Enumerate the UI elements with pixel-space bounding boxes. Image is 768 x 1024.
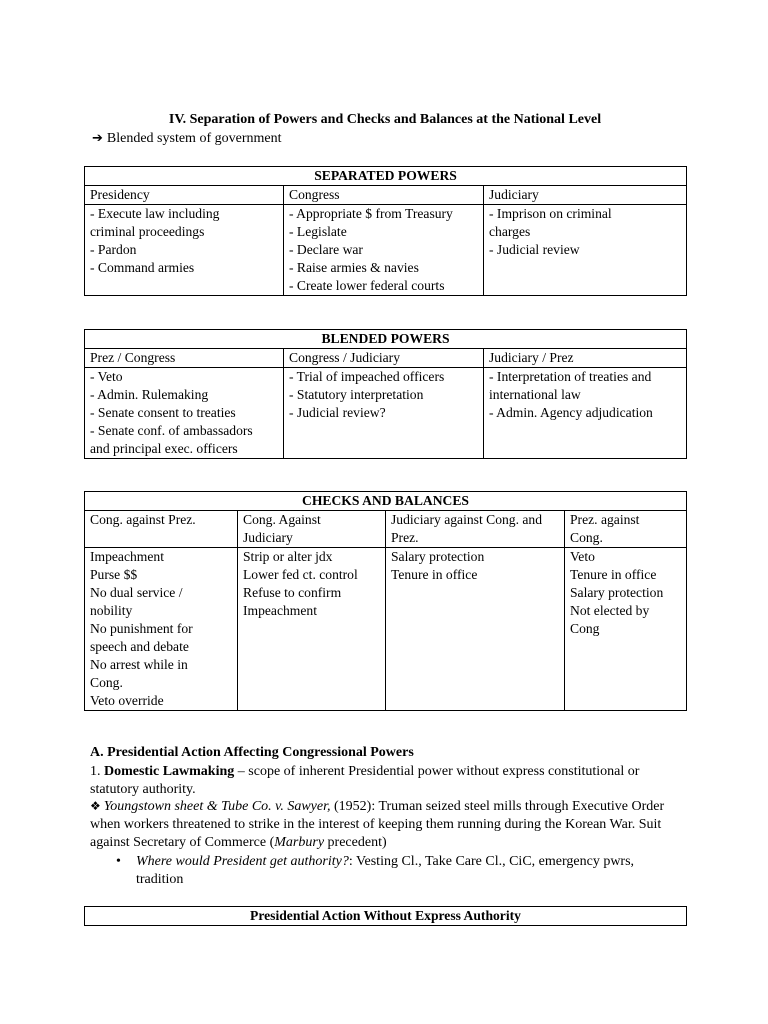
paragraph-text: – scope of inherent Presidential power without express constitutional or statutory authority. (90, 764, 640, 797)
cell-line: Strip or alter jdx (243, 549, 333, 564)
blended-system-line (92, 130, 281, 148)
header-line: Cong. (570, 530, 603, 545)
cell-line: Impeachment (243, 603, 317, 618)
bullet-text (136, 853, 681, 889)
column-header: Judiciary (484, 186, 687, 205)
checks-and-balances-table (84, 491, 687, 711)
header-line: Prez. against (570, 512, 640, 527)
case-reference: Marbury (274, 835, 325, 850)
cell-line: - Judicial review? (289, 405, 386, 420)
cell-line: - Raise armies & navies (289, 260, 419, 275)
cell-line: - Declare war (289, 242, 363, 257)
header-line: Prez. (391, 530, 419, 545)
table-cell (238, 548, 386, 711)
separated-powers-table (84, 166, 687, 296)
cell-line: Tenure in office (391, 567, 478, 582)
blended-powers-table (84, 329, 687, 459)
cell-line: No dual service / (90, 585, 183, 600)
cell-line: Veto (570, 549, 595, 564)
domestic-lawmaking-paragraph (90, 763, 690, 799)
table-cell (565, 548, 687, 711)
cell-line: criminal proceedings (90, 224, 205, 239)
cell-line: - Command armies (90, 260, 195, 275)
section-a-heading: A. Presidential Action Affecting Congressional Powers (90, 745, 414, 760)
header-line: Judiciary against Cong. and (391, 512, 543, 527)
column-header: Congress (284, 186, 484, 205)
table-cell (484, 205, 687, 296)
table-cell (484, 368, 687, 459)
cell-line: - Statutory interpretation (289, 387, 424, 402)
column-header: Presidency (85, 186, 284, 205)
cell-line: No punishment for (90, 621, 193, 636)
cell-line: - Appropriate $ from Treasury (289, 206, 453, 221)
cell-line: Tenure in office (570, 567, 657, 582)
cell-line: and principal exec. officers (90, 441, 238, 456)
case-name: Youngstown sheet & Tube Co. v. Sawyer, (103, 799, 331, 814)
cell-line: Not elected by (570, 603, 650, 618)
bullet-answer: : Vesting Cl., Take Care Cl., CiC, emergency pwrs, tradition (136, 854, 635, 887)
paragraph-text: precedent) (324, 835, 387, 850)
column-header (85, 511, 238, 548)
cell-line: Lower fed ct. control (243, 567, 358, 582)
table-cell (85, 548, 238, 711)
cell-line: - Admin. Rulemaking (90, 387, 209, 402)
cell-line: - Senate consent to treaties (90, 405, 236, 420)
table-cell (85, 368, 284, 459)
blended-system-text: Blended system of government (106, 131, 282, 146)
cell-line: Cong. (90, 675, 123, 690)
column-header (238, 511, 386, 548)
presidential-action-table (84, 906, 687, 926)
cell-line: Impeachment (90, 549, 164, 564)
cell-line: international law (489, 387, 581, 402)
table-cell (85, 205, 284, 296)
header-line: Cong. against Prez. (90, 512, 196, 527)
table-cell (386, 548, 565, 711)
paragraph-text: (1952): Truman seized steel mills through Executive Order when workers threatened to strike in the interest of keeping them running during the Korean War. Suit against Secretary of Commerce ( (90, 799, 665, 850)
term-domestic-lawmaking: Domestic Lawmaking (104, 764, 235, 779)
page-heading: IV. Separation of Powers and Checks and Balances at the National Level (168, 112, 602, 127)
cell-line: - Interpretation of treaties and (489, 369, 652, 384)
cell-line: - Pardon (90, 242, 137, 257)
header-line: Judiciary (243, 530, 293, 545)
cell-line: - Execute law including (90, 206, 220, 221)
right-arrow-icon: ➔ (92, 131, 103, 146)
cell-line: Veto override (90, 693, 164, 708)
cell-line: Refuse to confirm (243, 585, 342, 600)
diamond-bullet-icon: ❖ (90, 799, 101, 813)
cell-line: nobility (90, 603, 133, 618)
cell-line: - Legislate (289, 224, 347, 239)
paragraph-number: 1. (90, 764, 104, 779)
cell-line: - Veto (90, 369, 123, 384)
cell-line: Purse $$ (90, 567, 138, 582)
header-line: Cong. Against (243, 512, 321, 527)
cell-line: - Create lower federal courts (289, 278, 445, 293)
cell-line: No arrest while in (90, 657, 188, 672)
bullet-dot-icon: • (116, 854, 121, 869)
cell-line: - Senate conf. of ambassadors (90, 423, 253, 438)
cell-line: Salary protection (391, 549, 485, 564)
column-header: Prez / Congress (85, 349, 284, 368)
column-header (565, 511, 687, 548)
cell-line: Cong (570, 621, 600, 636)
table-title: CHECKS AND BALANCES (85, 492, 687, 511)
table-cell (284, 368, 484, 459)
bullet-question: Where would President get authority? (136, 854, 349, 869)
cell-line: - Imprison on criminal (489, 206, 612, 221)
column-header: Judiciary / Prez (484, 349, 687, 368)
youngstown-paragraph (90, 797, 690, 852)
table-cell (284, 205, 484, 296)
cell-line: - Trial of impeached officers (289, 369, 445, 384)
cell-line: - Judicial review (489, 242, 580, 257)
table-title: SEPARATED POWERS (85, 167, 687, 186)
table-title: BLENDED POWERS (85, 330, 687, 349)
cell-line: - Admin. Agency adjudication (489, 405, 653, 420)
column-header: Congress / Judiciary (284, 349, 484, 368)
column-header (386, 511, 565, 548)
table-title: Presidential Action Without Express Authority (85, 907, 687, 926)
cell-line: speech and debate (90, 639, 189, 654)
cell-line: charges (489, 224, 531, 239)
cell-line: Salary protection (570, 585, 664, 600)
